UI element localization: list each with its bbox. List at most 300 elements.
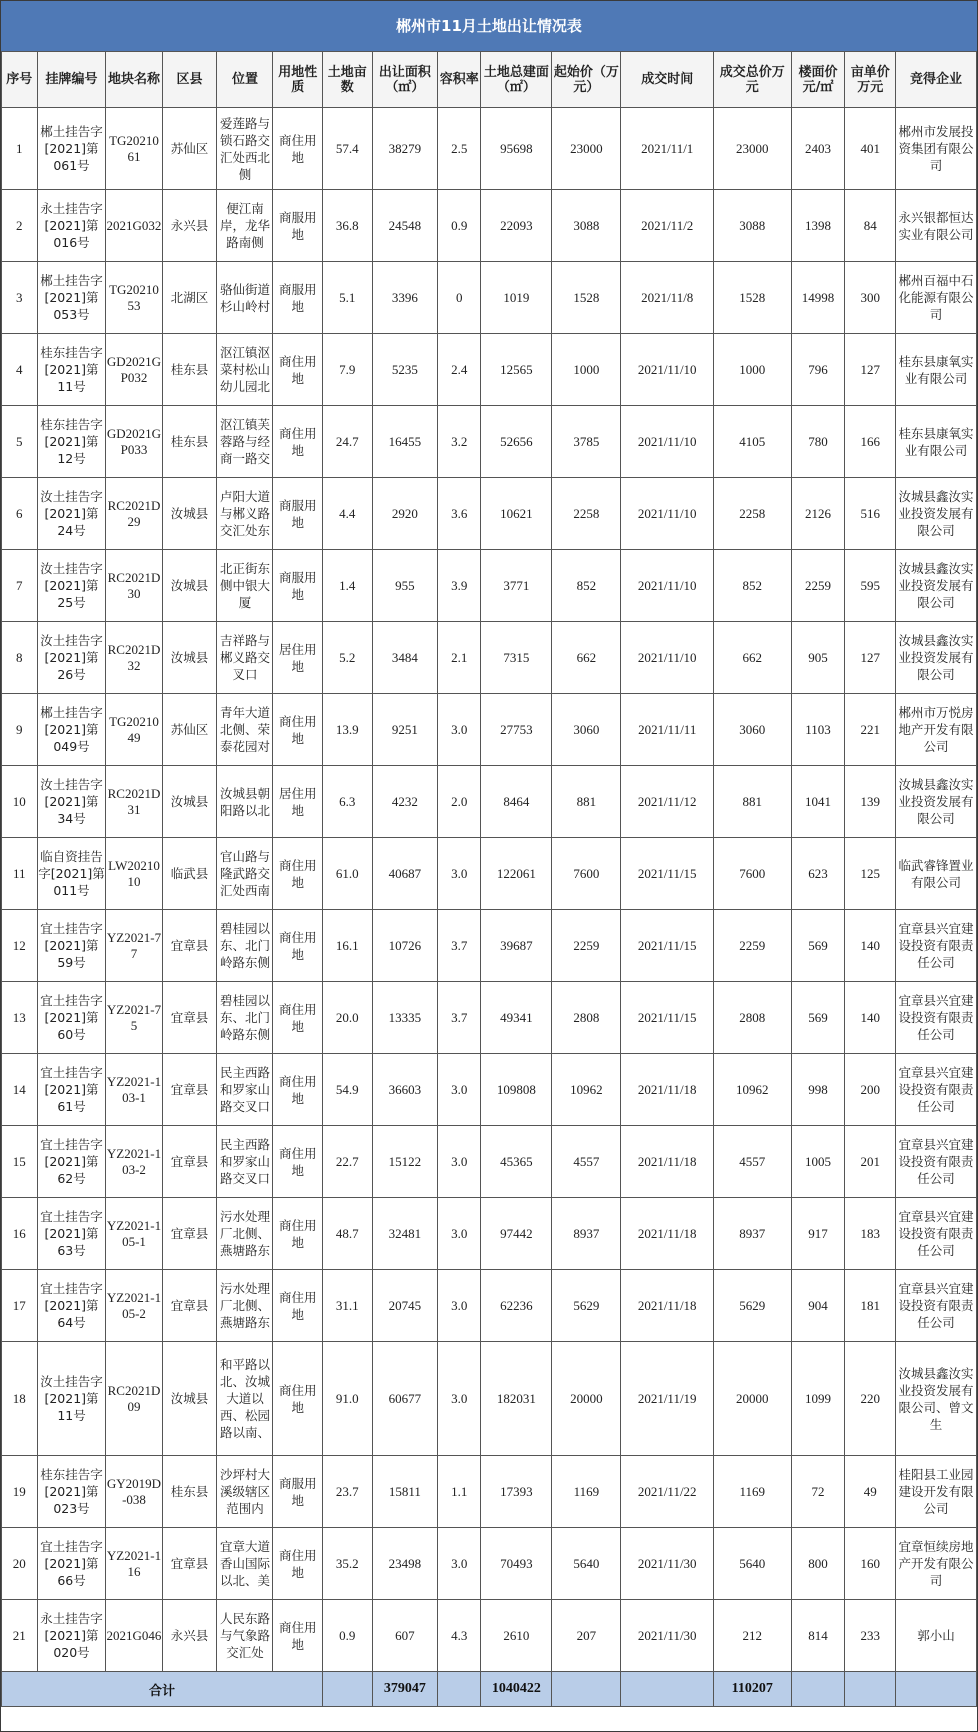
floor-area [481, 838, 552, 910]
location [217, 478, 273, 550]
floor-price [791, 1456, 845, 1528]
start-price [552, 766, 621, 838]
location [217, 1198, 273, 1270]
deal-price-text: 2808 [739, 1009, 766, 1025]
start-price-text: 3060 [573, 721, 600, 737]
deal-price [714, 550, 792, 622]
plot-ratio-text: 3.7 [451, 937, 468, 953]
plot-ratio [438, 1270, 481, 1342]
row-index-text: 5 [16, 433, 23, 449]
plot-ratio-text: 0 [456, 289, 463, 305]
location [217, 1342, 273, 1456]
mu-text: 16.1 [335, 937, 359, 953]
total-cell-empty [621, 1672, 714, 1707]
location-text: 青年大道北侧、荣泰花园对 [219, 705, 270, 754]
location-text: 沤江镇芙蓉路与经商一路交 [219, 417, 270, 466]
area-text: 9251 [391, 721, 418, 737]
row-index-text: 14 [12, 1081, 26, 1097]
start-price-text: 2258 [573, 505, 600, 521]
row-index-text: 2 [16, 217, 23, 233]
winner-text: 桂东县康氧实业有限公司 [898, 425, 974, 458]
land-use [273, 838, 323, 910]
winner-text: 宜章县兴宜建设投资有限责任公司 [898, 1209, 974, 1258]
mu [323, 1270, 373, 1342]
floor-area [481, 334, 552, 406]
listing-no [37, 622, 106, 694]
county [162, 1342, 217, 1456]
county-text: 桂东县 [170, 362, 209, 377]
header-parcel-name: 地块名称 [106, 52, 162, 108]
floor-area-text: 7315 [503, 649, 530, 665]
parcel-name-text: YZ2021-105-1 [106, 1217, 162, 1249]
floor-area [481, 1456, 552, 1528]
table-row [2, 622, 977, 694]
start-price-text: 8937 [573, 1225, 600, 1241]
deal-date-text: 2021/11/11 [638, 721, 697, 737]
mu-price [845, 1342, 896, 1456]
mu [323, 108, 373, 190]
area-text: 13335 [388, 1009, 422, 1025]
table-row [2, 1600, 977, 1672]
mu-price-text: 84 [863, 217, 877, 233]
plot-ratio [438, 622, 481, 694]
plot-ratio [438, 838, 481, 910]
deal-price-text: 662 [742, 649, 763, 665]
deal-price [714, 406, 792, 478]
listing-no-text: 宜土挂告字[2021]第63号 [40, 1209, 103, 1258]
listing-no-text: 汝土挂告字[2021]第24号 [40, 489, 103, 538]
area-text: 24548 [388, 217, 422, 233]
parcel-name-text: GD2021GP032 [106, 353, 162, 385]
mu-text: 22.7 [335, 1153, 359, 1169]
area [372, 1456, 438, 1528]
land-use-text: 商住用地 [278, 713, 317, 746]
mu-price [845, 838, 896, 910]
winner-text: 汝城县鑫汝实业投资发展有限公司 [898, 633, 974, 682]
area [372, 1198, 438, 1270]
mu-price-text: 166 [860, 433, 880, 449]
land-use-text: 商住用地 [278, 132, 317, 165]
county-text: 桂东县 [170, 1484, 209, 1499]
total-cell-empty [791, 1672, 845, 1707]
floor-area-text: 97442 [500, 1225, 533, 1241]
row-index-text: 4 [16, 361, 23, 377]
area [372, 550, 438, 622]
winner [896, 1270, 977, 1342]
area-text: 4232 [391, 793, 418, 809]
mu [323, 1054, 373, 1126]
plot-ratio-text: 3.0 [451, 721, 468, 737]
row-index-text: 10 [12, 793, 26, 809]
mu [323, 1456, 373, 1528]
mu-price [845, 406, 896, 478]
floor-price-text: 1041 [805, 793, 831, 809]
listing-no [37, 766, 106, 838]
table-row [2, 1456, 977, 1528]
location-text: 宜章大道香山国际以北、美 [219, 1539, 270, 1588]
land-use-text: 商住用地 [278, 1001, 317, 1034]
location-text: 便江南岸，龙华路南侧 [219, 201, 270, 250]
listing-no-text: 郴土挂告字[2021]第049号 [40, 705, 103, 754]
area [372, 1342, 438, 1456]
mu-text: 61.0 [335, 865, 359, 881]
mu-price-text: 181 [860, 1297, 880, 1313]
row-index-text: 12 [12, 937, 26, 953]
header-index: 序号 [2, 52, 38, 108]
deal-price [714, 1126, 792, 1198]
floor-price [791, 1270, 845, 1342]
parcel-name-text: GY2019D-038 [106, 1475, 162, 1507]
floor-area-text: 12565 [500, 361, 533, 377]
header-floor-price: 楼面价元/㎡ [791, 52, 845, 108]
total-area: 379047 [372, 1672, 438, 1707]
deal-date [621, 108, 714, 190]
header-listing-no: 挂牌编号 [37, 52, 106, 108]
deal-date-text: 2021/11/2 [641, 217, 694, 233]
mu-price-text: 183 [860, 1225, 880, 1241]
start-price-text: 2808 [573, 1009, 600, 1025]
location-text: 民主西路和罗家山路交叉口 [219, 1065, 270, 1114]
land-use-text: 商服用地 [278, 569, 317, 602]
parcel-name [106, 766, 162, 838]
deal-date-text: 2021/11/15 [637, 937, 697, 953]
area [372, 478, 438, 550]
table-row [2, 766, 977, 838]
location-text: 和平路以北、汝城大道以西、松园路以南、 [219, 1357, 270, 1440]
row-index [2, 982, 38, 1054]
listing-no-text: 汝土挂告字[2021]第26号 [40, 633, 103, 682]
start-price [552, 1342, 621, 1456]
floor-price-text: 1005 [805, 1153, 831, 1169]
mu-price [845, 910, 896, 982]
plot-ratio [438, 694, 481, 766]
deal-price [714, 838, 792, 910]
row-index [2, 478, 38, 550]
deal-price [714, 478, 792, 550]
area [372, 1600, 438, 1672]
land-use [273, 108, 323, 190]
row-index-text: 6 [16, 505, 23, 521]
deal-date [621, 262, 714, 334]
floor-price [791, 190, 845, 262]
table-row [2, 478, 977, 550]
deal-price-text: 5629 [739, 1297, 766, 1313]
floor-price-text: 780 [808, 433, 828, 449]
county-text: 汝城县 [170, 578, 209, 593]
mu-price [845, 694, 896, 766]
deal-price [714, 1528, 792, 1600]
header-mu-price: 亩单价万元 [845, 52, 896, 108]
floor-price-text: 905 [808, 649, 828, 665]
parcel-name-text: RC2021D32 [107, 641, 161, 673]
parcel-name [106, 910, 162, 982]
mu-text: 0.9 [339, 1627, 356, 1643]
listing-no-text: 宜土挂告字[2021]第66号 [40, 1539, 103, 1588]
listing-no [37, 108, 106, 190]
mu-price-text: 160 [860, 1555, 880, 1571]
parcel-name [106, 1600, 162, 1672]
land-use-text: 商住用地 [278, 1289, 317, 1322]
location [217, 766, 273, 838]
parcel-name [106, 982, 162, 1054]
county-text: 北湖区 [170, 290, 209, 305]
listing-no [37, 262, 106, 334]
start-price [552, 108, 621, 190]
mu [323, 982, 373, 1054]
row-index-text: 8 [16, 649, 23, 665]
land-use-text: 商住用地 [278, 1073, 317, 1106]
area [372, 838, 438, 910]
floor-price [791, 550, 845, 622]
row-index [2, 262, 38, 334]
floor-area-text: 22093 [500, 217, 533, 233]
winner [896, 1126, 977, 1198]
mu-price [845, 478, 896, 550]
deal-price-text: 10962 [736, 1081, 769, 1097]
header-deal-date: 成交时间 [621, 52, 714, 108]
table-row [2, 982, 977, 1054]
parcel-name-text: LW2021010 [108, 857, 160, 889]
floor-area-text: 1019 [503, 289, 530, 305]
area-text: 10726 [388, 937, 422, 953]
header-deal-price: 成交总价万元 [714, 52, 792, 108]
area-text: 3396 [391, 289, 418, 305]
winner-text: 桂东县康氧实业有限公司 [898, 353, 974, 386]
mu-price [845, 1600, 896, 1672]
listing-no-text: 桂东挂告字[2021]第023号 [40, 1467, 103, 1516]
total-label: 合计 [2, 1672, 323, 1707]
deal-price [714, 1054, 792, 1126]
mu [323, 550, 373, 622]
winner-text: 宜章县兴宜建设投资有限责任公司 [898, 993, 974, 1042]
land-use [273, 1270, 323, 1342]
county [162, 1600, 217, 1672]
parcel-name [106, 1198, 162, 1270]
floor-area [481, 1270, 552, 1342]
listing-no [37, 1054, 106, 1126]
listing-no-text: 汝土挂告字[2021]第25号 [40, 561, 103, 610]
mu-price [845, 334, 896, 406]
area-text: 5235 [391, 361, 418, 377]
county-text: 临武县 [170, 866, 209, 881]
deal-price-text: 4557 [739, 1153, 766, 1169]
mu-text: 5.1 [339, 289, 356, 305]
row-index [2, 1126, 38, 1198]
winner [896, 1342, 977, 1456]
parcel-name-text: YZ2021-75 [106, 1001, 162, 1033]
location-text: 污水处理厂北侧、燕塘路东 [219, 1209, 270, 1258]
location [217, 622, 273, 694]
deal-price [714, 1270, 792, 1342]
floor-area [481, 190, 552, 262]
land-use-text: 商住用地 [278, 1547, 317, 1580]
plot-ratio [438, 1198, 481, 1270]
mu-price-text: 401 [860, 140, 880, 156]
total-cell-empty [438, 1672, 481, 1707]
winner-text: 宜章县兴宜建设投资有限责任公司 [898, 1137, 974, 1186]
winner-text: 郴州百福中石化能源有限公司 [898, 273, 974, 322]
listing-no [37, 1528, 106, 1600]
location [217, 694, 273, 766]
county [162, 910, 217, 982]
floor-area-text: 62236 [500, 1297, 533, 1313]
winner-text: 汝城县鑫汝实业投资发展有限公司 [898, 777, 974, 826]
winner [896, 406, 977, 478]
land-use-text: 商住用地 [278, 1382, 317, 1415]
floor-price [791, 108, 845, 190]
deal-price [714, 262, 792, 334]
mu [323, 1528, 373, 1600]
header-plot-ratio: 容积率 [438, 52, 481, 108]
row-index [2, 910, 38, 982]
mu-price-text: 125 [860, 865, 880, 881]
deal-date [621, 478, 714, 550]
location-text: 爱莲路与锁石路交汇处西北侧 [219, 115, 270, 182]
plot-ratio [438, 190, 481, 262]
floor-area-text: 17393 [500, 1483, 533, 1499]
start-price [552, 910, 621, 982]
plot-ratio [438, 982, 481, 1054]
deal-price-text: 1528 [739, 289, 766, 305]
deal-price-text: 3060 [739, 721, 766, 737]
mu-price-text: 233 [860, 1627, 880, 1643]
start-price-text: 852 [576, 577, 597, 593]
floor-area-text: 39687 [500, 937, 533, 953]
start-price-text: 7600 [573, 865, 600, 881]
row-index-text: 16 [12, 1225, 26, 1241]
area [372, 406, 438, 478]
winner-text: 桂阳县工业园建设开发有限公司 [898, 1467, 974, 1516]
county-text: 汝城县 [170, 794, 209, 809]
county [162, 190, 217, 262]
county-text: 永兴县 [170, 1628, 209, 1643]
listing-no-text: 宜土挂告字[2021]第62号 [40, 1137, 103, 1186]
location [217, 838, 273, 910]
deal-price-text: 1000 [739, 361, 766, 377]
floor-price-text: 1099 [805, 1390, 831, 1406]
table-row [2, 910, 977, 982]
row-index [2, 1198, 38, 1270]
floor-price-text: 2259 [805, 577, 831, 593]
deal-price-text: 852 [742, 577, 763, 593]
plot-ratio-text: 1.1 [451, 1483, 468, 1499]
start-price-text: 1169 [573, 1483, 600, 1499]
plot-ratio [438, 1126, 481, 1198]
deal-price [714, 1342, 792, 1456]
floor-price [791, 1528, 845, 1600]
row-index-text: 13 [12, 1009, 26, 1025]
deal-date-text: 2021/11/30 [637, 1555, 697, 1571]
row-index [2, 1342, 38, 1456]
table-row [2, 334, 977, 406]
floor-price [791, 1054, 845, 1126]
deal-date [621, 1054, 714, 1126]
total-deal-price: 110207 [714, 1672, 792, 1707]
mu [323, 910, 373, 982]
deal-date-text: 2021/11/18 [637, 1153, 697, 1169]
land-use-text: 商服用地 [278, 1475, 317, 1508]
floor-area-text: 45365 [500, 1153, 533, 1169]
mu-price-text: 140 [860, 1009, 880, 1025]
floor-price-text: 569 [808, 1009, 828, 1025]
location-text: 汝城县朝阳路以北 [219, 785, 270, 818]
start-price [552, 406, 621, 478]
land-use-text: 商服用地 [278, 497, 317, 530]
parcel-name-text: 2021G032 [106, 217, 162, 233]
start-price [552, 550, 621, 622]
listing-no [37, 838, 106, 910]
winner-text: 郴州市发展投资集团有限公司 [898, 124, 974, 173]
floor-area [481, 1126, 552, 1198]
mu-price-text: 220 [860, 1390, 880, 1406]
winner-text: 宜章恒续房地产开发有限公司 [898, 1539, 974, 1588]
mu-price [845, 766, 896, 838]
listing-no [37, 1198, 106, 1270]
floor-price-text: 14998 [801, 289, 835, 305]
county [162, 550, 217, 622]
table-row [2, 262, 977, 334]
floor-area-text: 3771 [503, 577, 530, 593]
start-price-text: 3785 [573, 433, 600, 449]
floor-area [481, 550, 552, 622]
deal-date-text: 2021/11/18 [637, 1225, 697, 1241]
winner-text: 汝城县鑫汝实业投资发展有限公司 [898, 489, 974, 538]
floor-area [481, 622, 552, 694]
deal-date-text: 2021/11/10 [637, 577, 697, 593]
land-use [273, 1600, 323, 1672]
total-cell-empty [845, 1672, 896, 1707]
deal-date-text: 2021/11/8 [641, 289, 694, 305]
listing-no-text: 永土挂告字[2021]第020号 [40, 1611, 103, 1660]
deal-date [621, 1198, 714, 1270]
deal-date-text: 2021/11/22 [637, 1483, 697, 1499]
plot-ratio [438, 406, 481, 478]
row-index [2, 550, 38, 622]
deal-date [621, 1126, 714, 1198]
listing-no [37, 478, 106, 550]
parcel-name-text: RC2021D30 [107, 569, 161, 601]
mu-price-text: 127 [860, 649, 880, 665]
row-index [2, 1270, 38, 1342]
row-index [2, 190, 38, 262]
floor-area-text: 95698 [500, 140, 533, 156]
parcel-name [106, 478, 162, 550]
parcel-name [106, 1054, 162, 1126]
mu [323, 190, 373, 262]
land-use-text: 商住用地 [278, 929, 317, 962]
county [162, 982, 217, 1054]
floor-area-text: 2610 [503, 1627, 530, 1643]
location-text: 人民东路与气象路交汇处 [219, 1611, 270, 1660]
start-price-text: 5629 [573, 1297, 600, 1313]
land-use [273, 1528, 323, 1600]
area [372, 910, 438, 982]
header-floor-area: 土地总建面（㎡） [481, 52, 552, 108]
location [217, 1528, 273, 1600]
location [217, 262, 273, 334]
table-row [2, 190, 977, 262]
floor-area-text: 52656 [500, 433, 533, 449]
area [372, 262, 438, 334]
location-text: 沙坪村大溪级辖区范围内 [219, 1467, 270, 1516]
area-text: 15122 [388, 1153, 422, 1169]
mu [323, 1342, 373, 1456]
mu-price-text: 139 [860, 793, 880, 809]
area-text: 15811 [388, 1483, 421, 1499]
plot-ratio-text: 3.0 [451, 1390, 468, 1406]
row-index-text: 9 [16, 721, 23, 737]
parcel-name [106, 1126, 162, 1198]
